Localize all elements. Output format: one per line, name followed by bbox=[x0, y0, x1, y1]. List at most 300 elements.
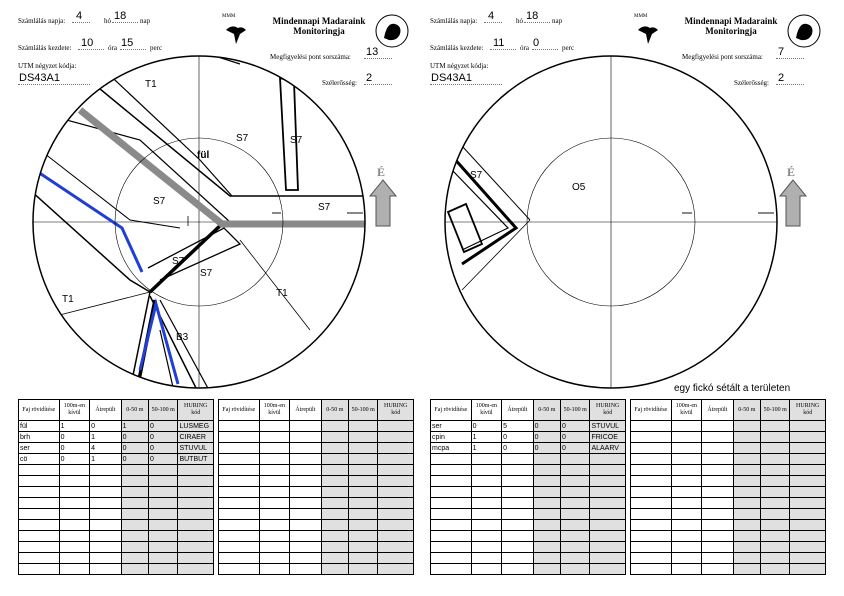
table-cell bbox=[561, 553, 590, 564]
table-cell bbox=[290, 531, 321, 542]
table-row bbox=[19, 542, 214, 553]
table-cell bbox=[590, 487, 626, 498]
table-body bbox=[219, 421, 414, 575]
month-label: hó bbox=[516, 17, 523, 25]
table-cell bbox=[349, 487, 378, 498]
table-cell bbox=[631, 498, 672, 509]
table-cell bbox=[702, 509, 733, 520]
table-cell bbox=[219, 443, 260, 454]
table-cell bbox=[733, 476, 760, 487]
table-cell: 0 bbox=[561, 443, 590, 454]
table-cell bbox=[733, 421, 760, 432]
table-cell bbox=[59, 476, 89, 487]
hour-label: óra bbox=[520, 44, 529, 52]
table-cell bbox=[149, 487, 178, 498]
table-cell bbox=[178, 520, 214, 531]
map-label: S7 bbox=[470, 170, 483, 181]
table-row bbox=[431, 487, 626, 498]
table-cell bbox=[219, 531, 260, 542]
logo-text: MMM bbox=[634, 14, 648, 19]
table-cell bbox=[590, 498, 626, 509]
table-cell bbox=[790, 520, 826, 531]
table-cell bbox=[590, 542, 626, 553]
col-flyover: Átrepült bbox=[502, 400, 533, 421]
table-cell bbox=[631, 564, 672, 575]
table-cell bbox=[321, 564, 348, 575]
table-cell bbox=[349, 542, 378, 553]
table-cell bbox=[19, 498, 60, 509]
map-label: S7 bbox=[153, 196, 166, 207]
table-cell bbox=[19, 564, 60, 575]
table-cell bbox=[321, 443, 348, 454]
table-cell bbox=[702, 476, 733, 487]
table-cell bbox=[349, 498, 378, 509]
table-cell bbox=[561, 476, 590, 487]
table-cell bbox=[671, 553, 701, 564]
table-cell bbox=[321, 498, 348, 509]
table-cell bbox=[149, 476, 178, 487]
table-cell bbox=[149, 498, 178, 509]
table-cell bbox=[590, 531, 626, 542]
table-cell bbox=[790, 498, 826, 509]
col-0-50m: 0-50 m bbox=[321, 400, 348, 421]
table-cell bbox=[19, 553, 60, 564]
table-cell bbox=[790, 564, 826, 575]
table-cell bbox=[321, 476, 348, 487]
table-row bbox=[19, 421, 214, 432]
table-cell bbox=[378, 564, 414, 575]
table-cell bbox=[259, 443, 289, 454]
table-cell bbox=[761, 531, 790, 542]
count-day-value: 18 bbox=[114, 10, 127, 22]
table-cell bbox=[631, 531, 672, 542]
table-row bbox=[631, 564, 826, 575]
col-outside-100m: 100m-en kívül bbox=[259, 400, 289, 421]
table-cell bbox=[671, 487, 701, 498]
table-cell bbox=[561, 564, 590, 575]
col-flyover: Átrepült bbox=[290, 400, 321, 421]
col-flyover: Átrepült bbox=[90, 400, 121, 421]
table-cell bbox=[259, 553, 289, 564]
map-label: T1 bbox=[145, 79, 157, 90]
table-cell bbox=[219, 542, 260, 553]
table-cell bbox=[178, 553, 214, 564]
table-cell bbox=[702, 465, 733, 476]
map-label: S7 bbox=[200, 268, 213, 279]
table-cell bbox=[761, 454, 790, 465]
table-cell bbox=[219, 421, 260, 432]
table-cell: 1 bbox=[90, 454, 121, 465]
table-cell bbox=[631, 443, 672, 454]
map-label: fül bbox=[197, 150, 210, 161]
table-cell bbox=[471, 465, 501, 476]
table-cell bbox=[761, 421, 790, 432]
table-cell bbox=[290, 454, 321, 465]
table-cell bbox=[761, 542, 790, 553]
table-cell bbox=[671, 498, 701, 509]
table-row bbox=[19, 520, 214, 531]
table-cell bbox=[378, 421, 414, 432]
table-cell bbox=[349, 553, 378, 564]
table-cell bbox=[219, 432, 260, 443]
table-cell bbox=[533, 465, 560, 476]
table-row bbox=[631, 520, 826, 531]
month-label: hó bbox=[104, 17, 111, 25]
table-cell bbox=[502, 487, 533, 498]
table-cell bbox=[178, 564, 214, 575]
table-cell bbox=[259, 432, 289, 443]
table-row bbox=[219, 520, 414, 531]
table-cell bbox=[671, 476, 701, 487]
table-header-row bbox=[431, 400, 626, 421]
table-row bbox=[631, 498, 826, 509]
table-cell: 0 bbox=[149, 432, 178, 443]
table-cell bbox=[431, 553, 472, 564]
table-cell bbox=[321, 454, 348, 465]
map-label: S7 bbox=[290, 135, 303, 146]
table-cell bbox=[631, 520, 672, 531]
table-cell: ser bbox=[19, 443, 60, 454]
table-cell bbox=[259, 421, 289, 432]
col-huring: HURING kód bbox=[378, 400, 414, 421]
table-cell: 1 bbox=[471, 432, 501, 443]
table-cell: 0 bbox=[533, 421, 560, 432]
table-cell bbox=[59, 564, 89, 575]
north-arrow-icon bbox=[370, 180, 396, 226]
table-cell bbox=[561, 465, 590, 476]
table-cell bbox=[121, 487, 148, 498]
table-cell bbox=[761, 509, 790, 520]
survey-sheet-2 bbox=[422, 0, 844, 596]
table-cell: 0 bbox=[149, 421, 178, 432]
col-species: Faj rövidítése bbox=[631, 400, 672, 421]
table-cell: 0 bbox=[533, 432, 560, 443]
utm-label: UTM négyzet kódja: bbox=[430, 62, 489, 70]
utm-value: DS43A1 bbox=[431, 72, 472, 84]
program-title-line1: Mindennapi Madaraink bbox=[684, 16, 778, 26]
table-cell bbox=[671, 443, 701, 454]
table-cell bbox=[321, 542, 348, 553]
table-cell bbox=[59, 520, 89, 531]
table-cell bbox=[431, 531, 472, 542]
col-species: Faj rövidítése bbox=[219, 400, 260, 421]
table-cell bbox=[121, 564, 148, 575]
table-cell bbox=[671, 454, 701, 465]
start-hour-value: 10 bbox=[81, 37, 94, 49]
table-cell bbox=[471, 531, 501, 542]
table-row bbox=[19, 498, 214, 509]
table-row bbox=[431, 564, 626, 575]
table-cell: 0 bbox=[561, 421, 590, 432]
hour-label: óra bbox=[108, 44, 117, 52]
observation-table-right bbox=[630, 399, 826, 575]
table-cell bbox=[631, 432, 672, 443]
table-cell bbox=[471, 454, 501, 465]
table-cell bbox=[590, 476, 626, 487]
table-row bbox=[219, 531, 414, 542]
table-cell bbox=[59, 542, 89, 553]
table-row bbox=[219, 443, 414, 454]
table-cell: 1 bbox=[90, 432, 121, 443]
table-cell bbox=[533, 520, 560, 531]
table-cell: 0 bbox=[121, 454, 148, 465]
map-label: T1 bbox=[276, 288, 288, 299]
table-cell bbox=[219, 553, 260, 564]
table-row bbox=[431, 443, 626, 454]
table-cell bbox=[471, 520, 501, 531]
table-cell bbox=[502, 542, 533, 553]
table-cell bbox=[533, 476, 560, 487]
table-cell bbox=[121, 553, 148, 564]
table-cell bbox=[290, 487, 321, 498]
habitat-map bbox=[422, 0, 844, 396]
table-row bbox=[631, 421, 826, 432]
table-cell bbox=[561, 487, 590, 498]
table-cell bbox=[790, 531, 826, 542]
table-cell bbox=[561, 509, 590, 520]
table-cell: 0 bbox=[149, 443, 178, 454]
table-cell: 0 bbox=[121, 432, 148, 443]
table-cell: FRICOE bbox=[590, 432, 626, 443]
table-cell bbox=[790, 432, 826, 443]
table-cell bbox=[259, 454, 289, 465]
table-cell bbox=[349, 421, 378, 432]
table-cell bbox=[349, 509, 378, 520]
count-day-value: 18 bbox=[526, 10, 539, 22]
table-cell bbox=[733, 564, 760, 575]
point-label: Megfigyelési pont sorszáma: bbox=[270, 53, 351, 61]
table-cell bbox=[471, 476, 501, 487]
table-cell bbox=[219, 509, 260, 520]
table-cell bbox=[349, 443, 378, 454]
table-cell bbox=[19, 542, 60, 553]
table-cell bbox=[733, 542, 760, 553]
table-cell bbox=[702, 421, 733, 432]
col-flyover: Átrepült bbox=[702, 400, 733, 421]
table-cell bbox=[59, 487, 89, 498]
col-50-100m: 50-100 m bbox=[561, 400, 590, 421]
table-cell bbox=[321, 520, 348, 531]
observation-table-right bbox=[218, 399, 414, 575]
table-row bbox=[219, 476, 414, 487]
table-cell bbox=[561, 531, 590, 542]
habitat-map bbox=[0, 0, 422, 396]
table-row bbox=[219, 487, 414, 498]
table-cell bbox=[533, 487, 560, 498]
table-cell: STUVUL bbox=[178, 443, 214, 454]
table-cell bbox=[378, 553, 414, 564]
north-label: É bbox=[377, 165, 386, 179]
start-label: Számlálás kezdete: bbox=[18, 44, 72, 52]
table-cell: 5 bbox=[502, 421, 533, 432]
table-cell: STUVUL bbox=[590, 421, 626, 432]
table-row bbox=[431, 432, 626, 443]
table-cell: 0 bbox=[533, 443, 560, 454]
table-cell bbox=[502, 553, 533, 564]
table-cell bbox=[121, 465, 148, 476]
table-cell bbox=[561, 542, 590, 553]
table-row bbox=[219, 498, 414, 509]
table-cell bbox=[378, 454, 414, 465]
north-arrow-icon bbox=[780, 180, 806, 226]
table-row bbox=[431, 531, 626, 542]
table-cell bbox=[733, 520, 760, 531]
table-cell bbox=[702, 564, 733, 575]
table-cell bbox=[178, 531, 214, 542]
table-row bbox=[431, 498, 626, 509]
table-cell bbox=[219, 476, 260, 487]
table-cell: ALAARV bbox=[590, 443, 626, 454]
table-cell bbox=[219, 520, 260, 531]
table-cell bbox=[671, 421, 701, 432]
table-cell bbox=[19, 509, 60, 520]
table-cell bbox=[59, 531, 89, 542]
table-cell bbox=[321, 465, 348, 476]
table-cell: 0 bbox=[149, 454, 178, 465]
table-cell bbox=[702, 454, 733, 465]
table-cell bbox=[90, 553, 121, 564]
point-value: 7 bbox=[778, 46, 785, 58]
map-label: S7 bbox=[172, 256, 185, 267]
table-cell bbox=[219, 487, 260, 498]
table-cell bbox=[702, 553, 733, 564]
col-huring: HURING kód bbox=[790, 400, 826, 421]
table-cell bbox=[671, 542, 701, 553]
table-cell: 0 bbox=[59, 432, 89, 443]
table-cell bbox=[702, 542, 733, 553]
table-cell: fül bbox=[19, 421, 60, 432]
table-cell bbox=[321, 531, 348, 542]
table-row bbox=[219, 465, 414, 476]
table-row bbox=[19, 476, 214, 487]
table-cell bbox=[378, 432, 414, 443]
table-cell bbox=[149, 465, 178, 476]
table-cell bbox=[733, 553, 760, 564]
table-cell: BUTBUT bbox=[178, 454, 214, 465]
table-cell bbox=[219, 454, 260, 465]
table-cell bbox=[702, 443, 733, 454]
table-cell bbox=[671, 509, 701, 520]
minute-label: perc bbox=[150, 44, 163, 52]
table-cell bbox=[121, 542, 148, 553]
point-label: Megfigyelési pont sorszáma: bbox=[682, 53, 763, 61]
table-cell bbox=[561, 498, 590, 509]
count-day-label: Számlálás napja: bbox=[18, 17, 66, 25]
start-minute-value: 15 bbox=[121, 37, 134, 49]
table-cell bbox=[349, 465, 378, 476]
table-cell bbox=[121, 509, 148, 520]
table-row bbox=[631, 487, 826, 498]
count-month-value: 4 bbox=[76, 10, 83, 22]
table-cell bbox=[59, 509, 89, 520]
table-cell bbox=[321, 553, 348, 564]
table-cell bbox=[702, 520, 733, 531]
table-cell bbox=[431, 476, 472, 487]
count-day-label: Számlálás napja: bbox=[430, 17, 478, 25]
table-row bbox=[431, 542, 626, 553]
table-cell bbox=[378, 520, 414, 531]
table-cell bbox=[431, 564, 472, 575]
table-body bbox=[19, 421, 214, 575]
table-cell bbox=[502, 531, 533, 542]
table-cell bbox=[631, 553, 672, 564]
table-cell bbox=[90, 531, 121, 542]
table-cell bbox=[733, 465, 760, 476]
program-title-line1: Mindennapi Madaraink bbox=[272, 16, 366, 26]
table-cell bbox=[59, 553, 89, 564]
table-row bbox=[219, 509, 414, 520]
table-cell bbox=[19, 487, 60, 498]
table-cell bbox=[761, 498, 790, 509]
table-cell bbox=[19, 476, 60, 487]
table-cell: 4 bbox=[90, 443, 121, 454]
table-row bbox=[219, 454, 414, 465]
point-value: 13 bbox=[366, 46, 379, 58]
table-cell bbox=[761, 465, 790, 476]
table-cell bbox=[90, 564, 121, 575]
table-cell bbox=[259, 465, 289, 476]
table-cell bbox=[790, 454, 826, 465]
table-cell bbox=[631, 476, 672, 487]
wind-value: 2 bbox=[778, 72, 785, 84]
table-cell bbox=[178, 498, 214, 509]
table-cell bbox=[290, 476, 321, 487]
table-cell bbox=[90, 465, 121, 476]
table-cell: 0 bbox=[561, 432, 590, 443]
table-body bbox=[631, 421, 826, 575]
table-cell bbox=[733, 498, 760, 509]
table-cell bbox=[733, 531, 760, 542]
table-header-row bbox=[631, 400, 826, 421]
table-cell: mcpa bbox=[431, 443, 472, 454]
table-cell bbox=[471, 542, 501, 553]
table-cell bbox=[561, 520, 590, 531]
table-row bbox=[431, 465, 626, 476]
table-row bbox=[631, 443, 826, 454]
table-cell bbox=[761, 520, 790, 531]
table-row bbox=[631, 509, 826, 520]
table-cell: 1 bbox=[471, 443, 501, 454]
table-cell bbox=[149, 520, 178, 531]
day-label: nap bbox=[552, 17, 563, 25]
table-cell bbox=[702, 487, 733, 498]
table-cell bbox=[259, 520, 289, 531]
table-cell bbox=[378, 476, 414, 487]
table-cell bbox=[290, 564, 321, 575]
table-cell bbox=[733, 443, 760, 454]
table-cell bbox=[349, 520, 378, 531]
table-cell bbox=[178, 509, 214, 520]
table-cell bbox=[790, 487, 826, 498]
col-50-100m: 50-100 m bbox=[349, 400, 378, 421]
table-cell bbox=[790, 542, 826, 553]
table-cell bbox=[671, 531, 701, 542]
table-cell bbox=[149, 553, 178, 564]
table-cell: 0 bbox=[502, 432, 533, 443]
col-50-100m: 50-100 m bbox=[761, 400, 790, 421]
table-row bbox=[19, 564, 214, 575]
table-cell bbox=[502, 509, 533, 520]
table-cell bbox=[59, 465, 89, 476]
table-cell bbox=[290, 432, 321, 443]
observation-table-left bbox=[18, 399, 214, 575]
start-hour-value: 11 bbox=[493, 37, 505, 49]
table-cell bbox=[471, 553, 501, 564]
table-cell bbox=[761, 553, 790, 564]
program-title-line2: Monitoringja bbox=[705, 26, 757, 36]
utm-value: DS43A1 bbox=[19, 72, 60, 84]
table-cell bbox=[431, 542, 472, 553]
